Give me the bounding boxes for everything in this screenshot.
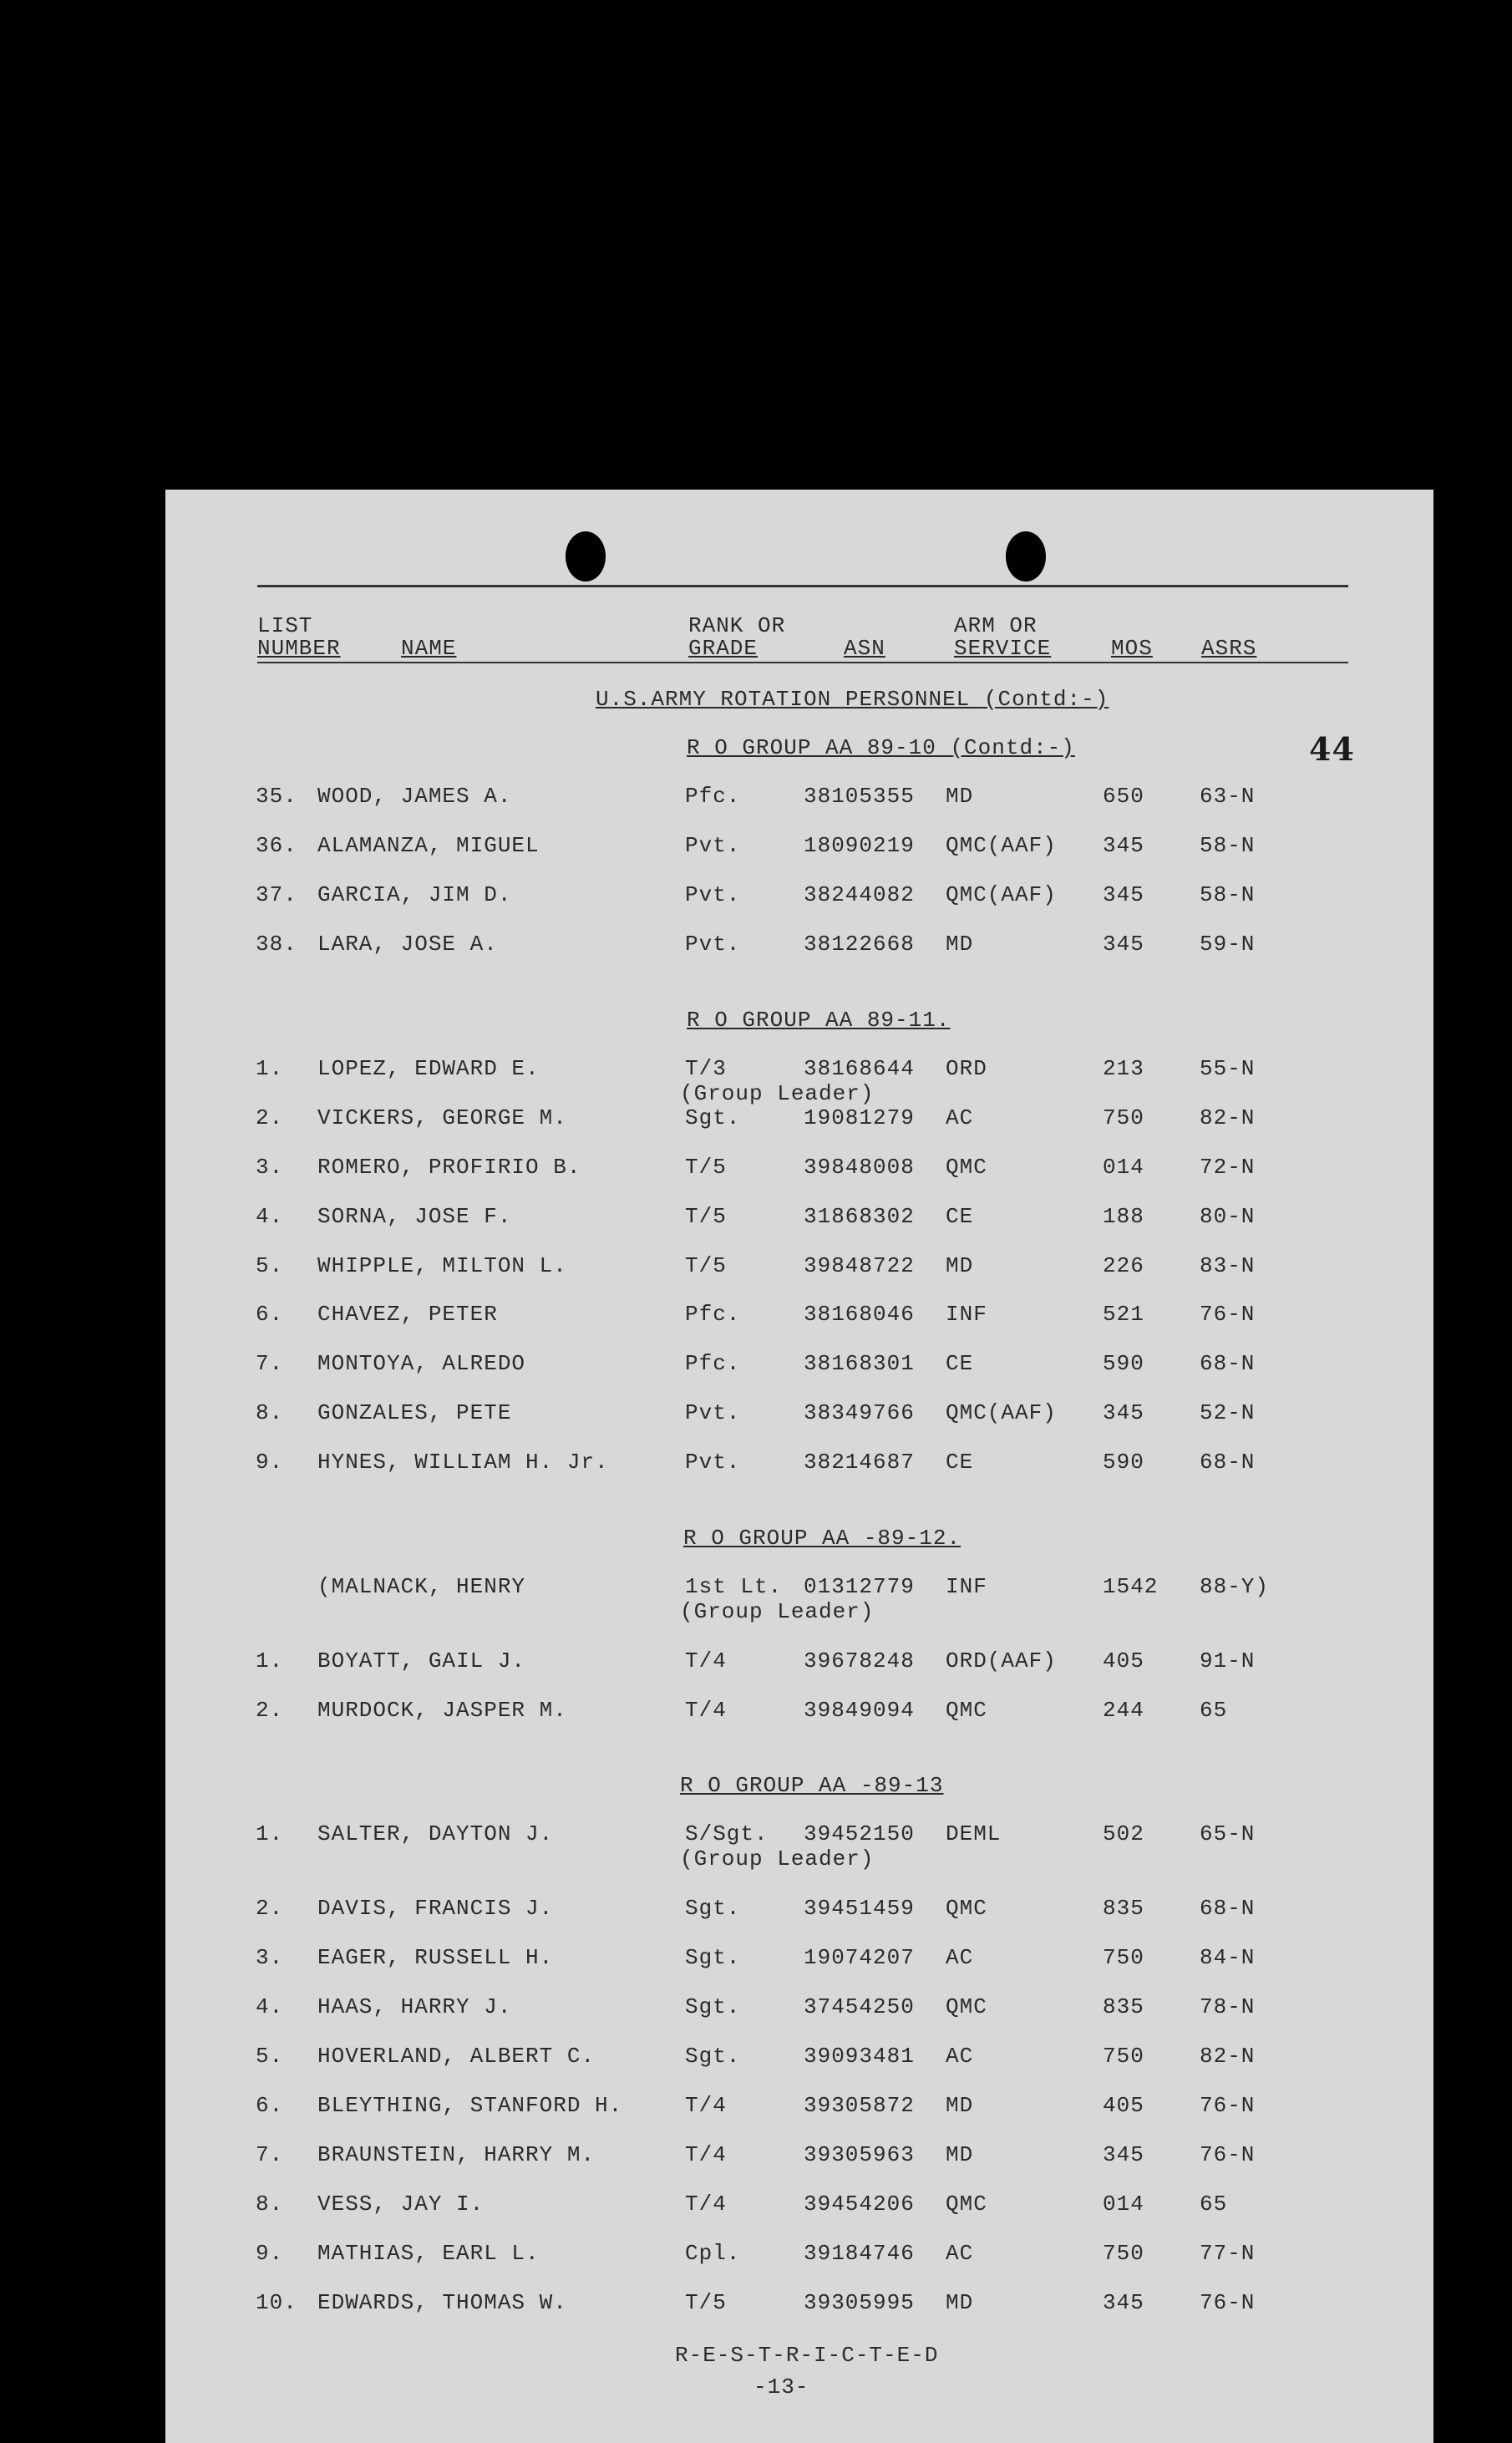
row-2-9-mos: 590	[1103, 1450, 1144, 1475]
row-4-5-mos: 750	[1103, 2044, 1144, 2069]
row-4-2-name: DAVIS, FRANCIS J.	[317, 1896, 554, 1921]
row-4-9-rank: Cpl.	[685, 2241, 741, 2266]
row-4-6-no: 6.	[256, 2093, 284, 2118]
row-2-3-asrs: 72-N	[1200, 1155, 1256, 1180]
row-1-3-arm: QMC(AAF)	[946, 882, 1057, 907]
row-4-3-mos: 750	[1103, 1945, 1144, 1970]
handwritten-page-number: 44	[1309, 730, 1355, 768]
row-4-9-mos: 750	[1103, 2241, 1144, 2266]
row-4-10-mos: 345	[1103, 2290, 1144, 2315]
document-page	[165, 490, 1433, 2443]
punch-hole-right	[1006, 531, 1046, 582]
header-rule	[257, 662, 1348, 663]
row-2-7-name: MONTOYA, ALREDO	[317, 1351, 526, 1376]
row-3-2-asrs: 91-N	[1200, 1648, 1256, 1674]
row-1-2-asrs: 58-N	[1200, 833, 1256, 858]
row-4-7-rank: T/4	[685, 2142, 727, 2167]
row-4-1-no: 1.	[256, 1821, 284, 1846]
row-4-3-asrs: 84-N	[1200, 1945, 1256, 1970]
row-3-3-mos: 244	[1103, 1698, 1144, 1723]
row-2-7-rank: Pfc.	[685, 1351, 741, 1376]
row-2-2-arm: AC	[946, 1105, 974, 1130]
row-4-9-name: MATHIAS, EARL L.	[317, 2241, 540, 2266]
row-2-1-note: (Group Leader)	[680, 1081, 875, 1106]
row-2-6-arm: INF	[946, 1302, 987, 1327]
row-4-6-name: BLEYTHING, STANFORD H.	[317, 2093, 623, 2118]
header-arm-label: ARM OR	[954, 613, 1038, 638]
row-3-2-asn: 39678248	[804, 1648, 915, 1674]
row-4-1-mos: 502	[1103, 1821, 1144, 1846]
row-2-9-rank: Pvt.	[685, 1450, 741, 1475]
header-grade-label: GRADE	[688, 636, 759, 661]
row-4-7-mos: 345	[1103, 2142, 1144, 2167]
row-2-6-asrs: 76-N	[1200, 1302, 1256, 1327]
row-3-1-name: (MALNACK, HENRY	[317, 1574, 526, 1599]
row-2-4-asn: 31868302	[804, 1204, 915, 1229]
row-1-2-name: ALAMANZA, MIGUEL	[317, 833, 540, 858]
header-name-label: NAME	[401, 636, 457, 661]
row-4-6-arm: MD	[946, 2093, 974, 2118]
row-2-6-rank: Pfc.	[685, 1302, 741, 1327]
row-3-3-arm: QMC	[946, 1698, 987, 1723]
row-2-3-rank: T/5	[685, 1155, 727, 1180]
row-2-7-asn: 38168301	[804, 1351, 915, 1376]
row-2-6-no: 6.	[256, 1302, 284, 1327]
row-2-4-asrs: 80-N	[1200, 1204, 1256, 1229]
row-1-3-rank: Pvt.	[685, 882, 741, 907]
row-2-9-asrs: 68-N	[1200, 1450, 1256, 1475]
row-1-1-name: WOOD, JAMES A.	[317, 784, 512, 809]
row-1-3-name: GARCIA, JIM D.	[317, 882, 512, 907]
row-2-1-asn: 38168644	[804, 1056, 915, 1081]
row-2-3-mos: 014	[1103, 1155, 1144, 1180]
group-heading-2: R O GROUP AA 89-11.	[687, 1008, 951, 1033]
row-4-8-asn: 39454206	[804, 2192, 915, 2217]
header-rank-label: RANK OR	[688, 613, 786, 638]
row-2-8-name: GONZALES, PETE	[317, 1400, 512, 1425]
row-1-3-asn: 38244082	[804, 882, 915, 907]
row-1-4-asn: 38122668	[804, 932, 915, 957]
row-3-2-rank: T/4	[685, 1648, 727, 1674]
row-1-2-asn: 18090219	[804, 833, 915, 858]
row-2-9-name: HYNES, WILLIAM H. Jr.	[317, 1450, 609, 1475]
row-2-1-name: LOPEZ, EDWARD E.	[317, 1056, 540, 1081]
row-2-5-mos: 226	[1103, 1253, 1144, 1278]
row-3-3-asn: 39849094	[804, 1698, 915, 1723]
row-1-4-arm: MD	[946, 932, 974, 957]
row-4-5-arm: AC	[946, 2044, 974, 2069]
row-4-7-asn: 39305963	[804, 2142, 915, 2167]
row-1-1-mos: 650	[1103, 784, 1144, 809]
row-1-4-asrs: 59-N	[1200, 932, 1256, 957]
row-4-8-rank: T/4	[685, 2192, 727, 2217]
row-2-8-arm: QMC(AAF)	[946, 1400, 1057, 1425]
row-2-4-mos: 188	[1103, 1204, 1144, 1229]
row-3-3-name: MURDOCK, JASPER M.	[317, 1698, 567, 1723]
row-1-1-asrs: 63-N	[1200, 784, 1256, 809]
row-3-3-no: 2.	[256, 1698, 284, 1723]
row-4-1-asn: 39452150	[804, 1821, 915, 1846]
row-4-2-asrs: 68-N	[1200, 1896, 1256, 1921]
row-2-8-rank: Pvt.	[685, 1400, 741, 1425]
row-2-7-no: 7.	[256, 1351, 284, 1376]
row-1-4-name: LARA, JOSE A.	[317, 932, 498, 957]
row-4-9-arm: AC	[946, 2241, 974, 2266]
row-1-2-arm: QMC(AAF)	[946, 833, 1057, 858]
row-2-8-asrs: 52-N	[1200, 1400, 1256, 1425]
row-2-3-asn: 39848008	[804, 1155, 915, 1180]
row-1-1-rank: Pfc.	[685, 784, 741, 809]
row-4-9-no: 9.	[256, 2241, 284, 2266]
row-4-4-asrs: 78-N	[1200, 1994, 1256, 2019]
row-3-2-no: 1.	[256, 1648, 284, 1674]
row-4-10-rank: T/5	[685, 2290, 727, 2315]
row-4-2-rank: Sgt.	[685, 1896, 741, 1921]
row-2-9-no: 9.	[256, 1450, 284, 1475]
row-3-3-asrs: 65	[1200, 1698, 1228, 1723]
row-4-1-asrs: 65-N	[1200, 1821, 1256, 1846]
row-4-6-mos: 405	[1103, 2093, 1144, 2118]
row-4-10-asrs: 76-N	[1200, 2290, 1256, 2315]
row-4-4-rank: Sgt.	[685, 1994, 741, 2019]
header-number-label: NUMBER	[257, 636, 341, 661]
row-3-1-arm: INF	[946, 1574, 987, 1599]
header-list-label: LIST	[257, 613, 313, 638]
row-2-1-arm: ORD	[946, 1056, 987, 1081]
row-2-2-no: 2.	[256, 1105, 284, 1130]
row-2-5-name: WHIPPLE, MILTON L.	[317, 1253, 567, 1278]
row-2-2-name: VICKERS, GEORGE M.	[317, 1105, 567, 1130]
row-2-5-asrs: 83-N	[1200, 1253, 1256, 1278]
row-2-5-no: 5.	[256, 1253, 284, 1278]
row-4-10-arm: MD	[946, 2290, 974, 2315]
row-4-10-no: 10.	[256, 2290, 297, 2315]
row-2-2-asn: 19081279	[804, 1105, 915, 1130]
row-2-5-rank: T/5	[685, 1253, 727, 1278]
row-2-5-arm: MD	[946, 1253, 974, 1278]
row-2-4-name: SORNA, JOSE F.	[317, 1204, 512, 1229]
row-4-4-arm: QMC	[946, 1994, 987, 2019]
row-3-1-note: (Group Leader)	[680, 1599, 875, 1624]
punch-hole-left	[566, 531, 606, 582]
row-2-7-arm: CE	[946, 1351, 974, 1376]
header-asrs-label: ASRS	[1201, 636, 1257, 661]
row-2-7-asrs: 68-N	[1200, 1351, 1256, 1376]
header-mos-label: MOS	[1111, 636, 1153, 661]
row-4-7-arm: MD	[946, 2142, 974, 2167]
row-1-2-rank: Pvt.	[685, 833, 741, 858]
row-2-1-mos: 213	[1103, 1056, 1144, 1081]
row-4-3-asn: 19074207	[804, 1945, 915, 1970]
row-2-1-no: 1.	[256, 1056, 284, 1081]
row-4-2-no: 2.	[256, 1896, 284, 1921]
row-4-6-asn: 39305872	[804, 2093, 915, 2118]
row-4-1-arm: DEML	[946, 1821, 1002, 1846]
row-4-9-asn: 39184746	[804, 2241, 915, 2266]
group-heading-4: R O GROUP AA -89-13	[680, 1773, 944, 1798]
row-4-5-rank: Sgt.	[685, 2044, 741, 2069]
row-4-4-no: 4.	[256, 1994, 284, 2019]
row-3-1-asn: 01312779	[804, 1574, 915, 1599]
row-2-6-asn: 38168046	[804, 1302, 915, 1327]
row-4-6-rank: T/4	[685, 2093, 727, 2118]
row-3-2-name: BOYATT, GAIL J.	[317, 1648, 526, 1674]
row-4-5-asn: 39093481	[804, 2044, 915, 2069]
row-4-8-no: 8.	[256, 2192, 284, 2217]
row-4-3-arm: AC	[946, 1945, 974, 1970]
row-1-4-mos: 345	[1103, 932, 1144, 957]
row-2-2-rank: Sgt.	[685, 1105, 741, 1130]
row-3-3-rank: T/4	[685, 1698, 727, 1723]
row-4-8-name: VESS, JAY I.	[317, 2192, 485, 2217]
row-4-8-arm: QMC	[946, 2192, 987, 2217]
row-2-4-arm: CE	[946, 1204, 974, 1229]
footer-page-number: -13-	[753, 2374, 809, 2400]
group-heading-3: R O GROUP AA -89-12.	[683, 1526, 961, 1551]
row-4-8-mos: 014	[1103, 2192, 1144, 2217]
row-4-7-name: BRAUNSTEIN, HARRY M.	[317, 2142, 596, 2167]
row-4-2-asn: 39451459	[804, 1896, 915, 1921]
row-4-4-asn: 37454250	[804, 1994, 915, 2019]
group-heading-1: R O GROUP AA 89-10 (Contd:-)	[687, 735, 1075, 760]
row-4-5-asrs: 82-N	[1200, 2044, 1256, 2069]
row-1-4-rank: Pvt.	[685, 932, 741, 957]
row-2-8-no: 8.	[256, 1400, 284, 1425]
row-4-5-no: 5.	[256, 2044, 284, 2069]
row-1-4-no: 38.	[256, 932, 297, 957]
row-2-1-asrs: 55-N	[1200, 1056, 1256, 1081]
row-4-2-arm: QMC	[946, 1896, 987, 1921]
row-2-9-arm: CE	[946, 1450, 974, 1475]
row-2-4-no: 4.	[256, 1204, 284, 1229]
row-3-2-arm: ORD(AAF)	[946, 1648, 1057, 1674]
row-4-2-mos: 835	[1103, 1896, 1144, 1921]
row-1-1-no: 35.	[256, 784, 297, 809]
row-4-6-asrs: 76-N	[1200, 2093, 1256, 2118]
row-4-3-no: 3.	[256, 1945, 284, 1970]
row-3-1-asrs: 88-Y)	[1200, 1574, 1270, 1599]
row-4-1-rank: S/Sgt.	[685, 1821, 769, 1846]
row-4-3-name: EAGER, RUSSELL H.	[317, 1945, 554, 1970]
row-3-2-mos: 405	[1103, 1648, 1144, 1674]
row-1-3-no: 37.	[256, 882, 297, 907]
row-4-5-name: HOVERLAND, ALBERT C.	[317, 2044, 596, 2069]
row-2-8-mos: 345	[1103, 1400, 1144, 1425]
row-4-10-asn: 39305995	[804, 2290, 915, 2315]
top-rule	[257, 585, 1348, 587]
row-2-6-mos: 521	[1103, 1302, 1144, 1327]
row-1-3-asrs: 58-N	[1200, 882, 1256, 907]
row-2-2-asrs: 82-N	[1200, 1105, 1256, 1130]
row-2-6-name: CHAVEZ, PETER	[317, 1302, 498, 1327]
row-1-1-asn: 38105355	[804, 784, 915, 809]
row-4-10-name: EDWARDS, THOMAS W.	[317, 2290, 567, 2315]
row-2-4-rank: T/5	[685, 1204, 727, 1229]
row-4-4-mos: 835	[1103, 1994, 1144, 2019]
row-1-2-no: 36.	[256, 833, 297, 858]
document-title: U.S.ARMY ROTATION PERSONNEL (Contd:-)	[596, 687, 1109, 712]
row-4-9-asrs: 77-N	[1200, 2241, 1256, 2266]
row-1-3-mos: 345	[1103, 882, 1144, 907]
row-3-1-mos: 1542	[1103, 1574, 1159, 1599]
row-4-1-name: SALTER, DAYTON J.	[317, 1821, 554, 1846]
row-2-3-no: 3.	[256, 1155, 284, 1180]
row-1-2-mos: 345	[1103, 833, 1144, 858]
row-4-3-rank: Sgt.	[685, 1945, 741, 1970]
row-2-7-mos: 590	[1103, 1351, 1144, 1376]
row-2-2-mos: 750	[1103, 1105, 1144, 1130]
row-2-5-asn: 39848722	[804, 1253, 915, 1278]
row-2-3-name: ROMERO, PROFIRIO B.	[317, 1155, 581, 1180]
row-2-3-arm: QMC	[946, 1155, 987, 1180]
header-service-label: SERVICE	[954, 636, 1052, 661]
footer-classification: R-E-S-T-R-I-C-T-E-D	[675, 2343, 939, 2368]
row-2-1-rank: T/3	[685, 1056, 727, 1081]
row-4-8-asrs: 65	[1200, 2192, 1228, 2217]
row-4-1-note: (Group Leader)	[680, 1846, 875, 1872]
row-3-1-rank: 1st Lt.	[685, 1574, 783, 1599]
row-2-9-asn: 38214687	[804, 1450, 915, 1475]
row-2-8-asn: 38349766	[804, 1400, 915, 1425]
row-4-7-asrs: 76-N	[1200, 2142, 1256, 2167]
row-4-4-name: HAAS, HARRY J.	[317, 1994, 512, 2019]
header-asn-label: ASN	[844, 636, 885, 661]
row-4-7-no: 7.	[256, 2142, 284, 2167]
row-1-1-arm: MD	[946, 784, 974, 809]
